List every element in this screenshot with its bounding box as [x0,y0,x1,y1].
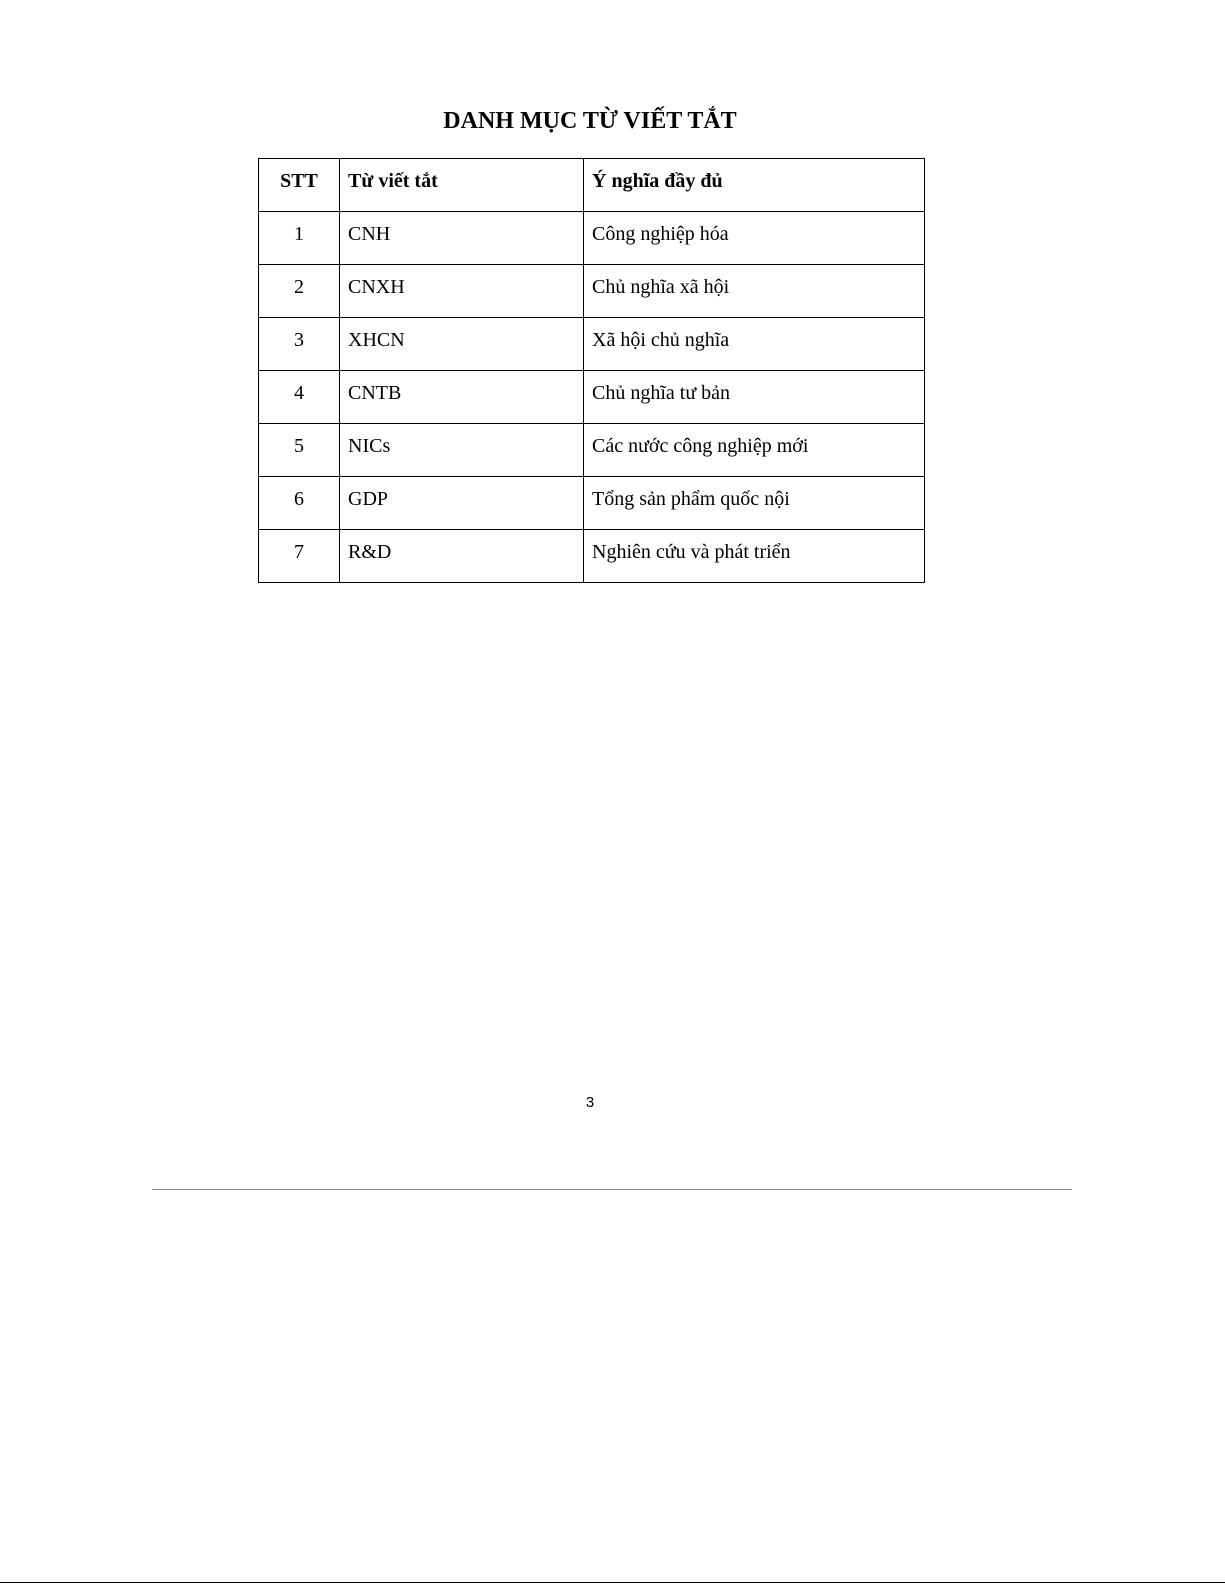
table-header-row [259,159,925,212]
table-row [259,318,925,371]
page-separator [152,1189,1072,1190]
row-meaning: Chủ nghĩa xã hội [584,265,925,318]
row-stt: 6 [259,477,340,530]
page-title: DANH MỤC TỪ VIẾT TẮT [443,108,737,134]
table-row [259,212,925,265]
abbreviation-table [258,158,925,583]
row-abbreviation: GDP [340,477,584,530]
table-row [259,371,925,424]
row-meaning: Nghiên cứu và phát triển [584,530,925,583]
row-meaning: Tổng sản phẩm quốc nội [584,477,925,530]
row-stt: 7 [259,530,340,583]
page-bottom-edge [0,1582,1225,1583]
header-stt: STT [259,159,340,212]
row-meaning: Xã hội chủ nghĩa [584,318,925,371]
row-stt: 3 [259,318,340,371]
table-row [259,530,925,583]
row-meaning: Công nghiệp hóa [584,212,925,265]
table-row [259,477,925,530]
header-abbreviation: Từ viết tắt [340,159,584,212]
row-abbreviation: R&D [340,530,584,583]
row-meaning: Chủ nghĩa tư bản [584,371,925,424]
row-abbreviation: CNXH [340,265,584,318]
table-row [259,424,925,477]
row-abbreviation: NICs [340,424,584,477]
row-abbreviation: CNH [340,212,584,265]
row-stt: 5 [259,424,340,477]
header-meaning: Ý nghĩa đầy đủ [584,159,925,212]
row-stt: 1 [259,212,340,265]
row-meaning: Các nước công nghiệp mới [584,424,925,477]
page-number: 3 [585,1094,595,1111]
row-abbreviation: XHCN [340,318,584,371]
row-stt: 4 [259,371,340,424]
row-abbreviation: CNTB [340,371,584,424]
table-row [259,265,925,318]
row-stt: 2 [259,265,340,318]
